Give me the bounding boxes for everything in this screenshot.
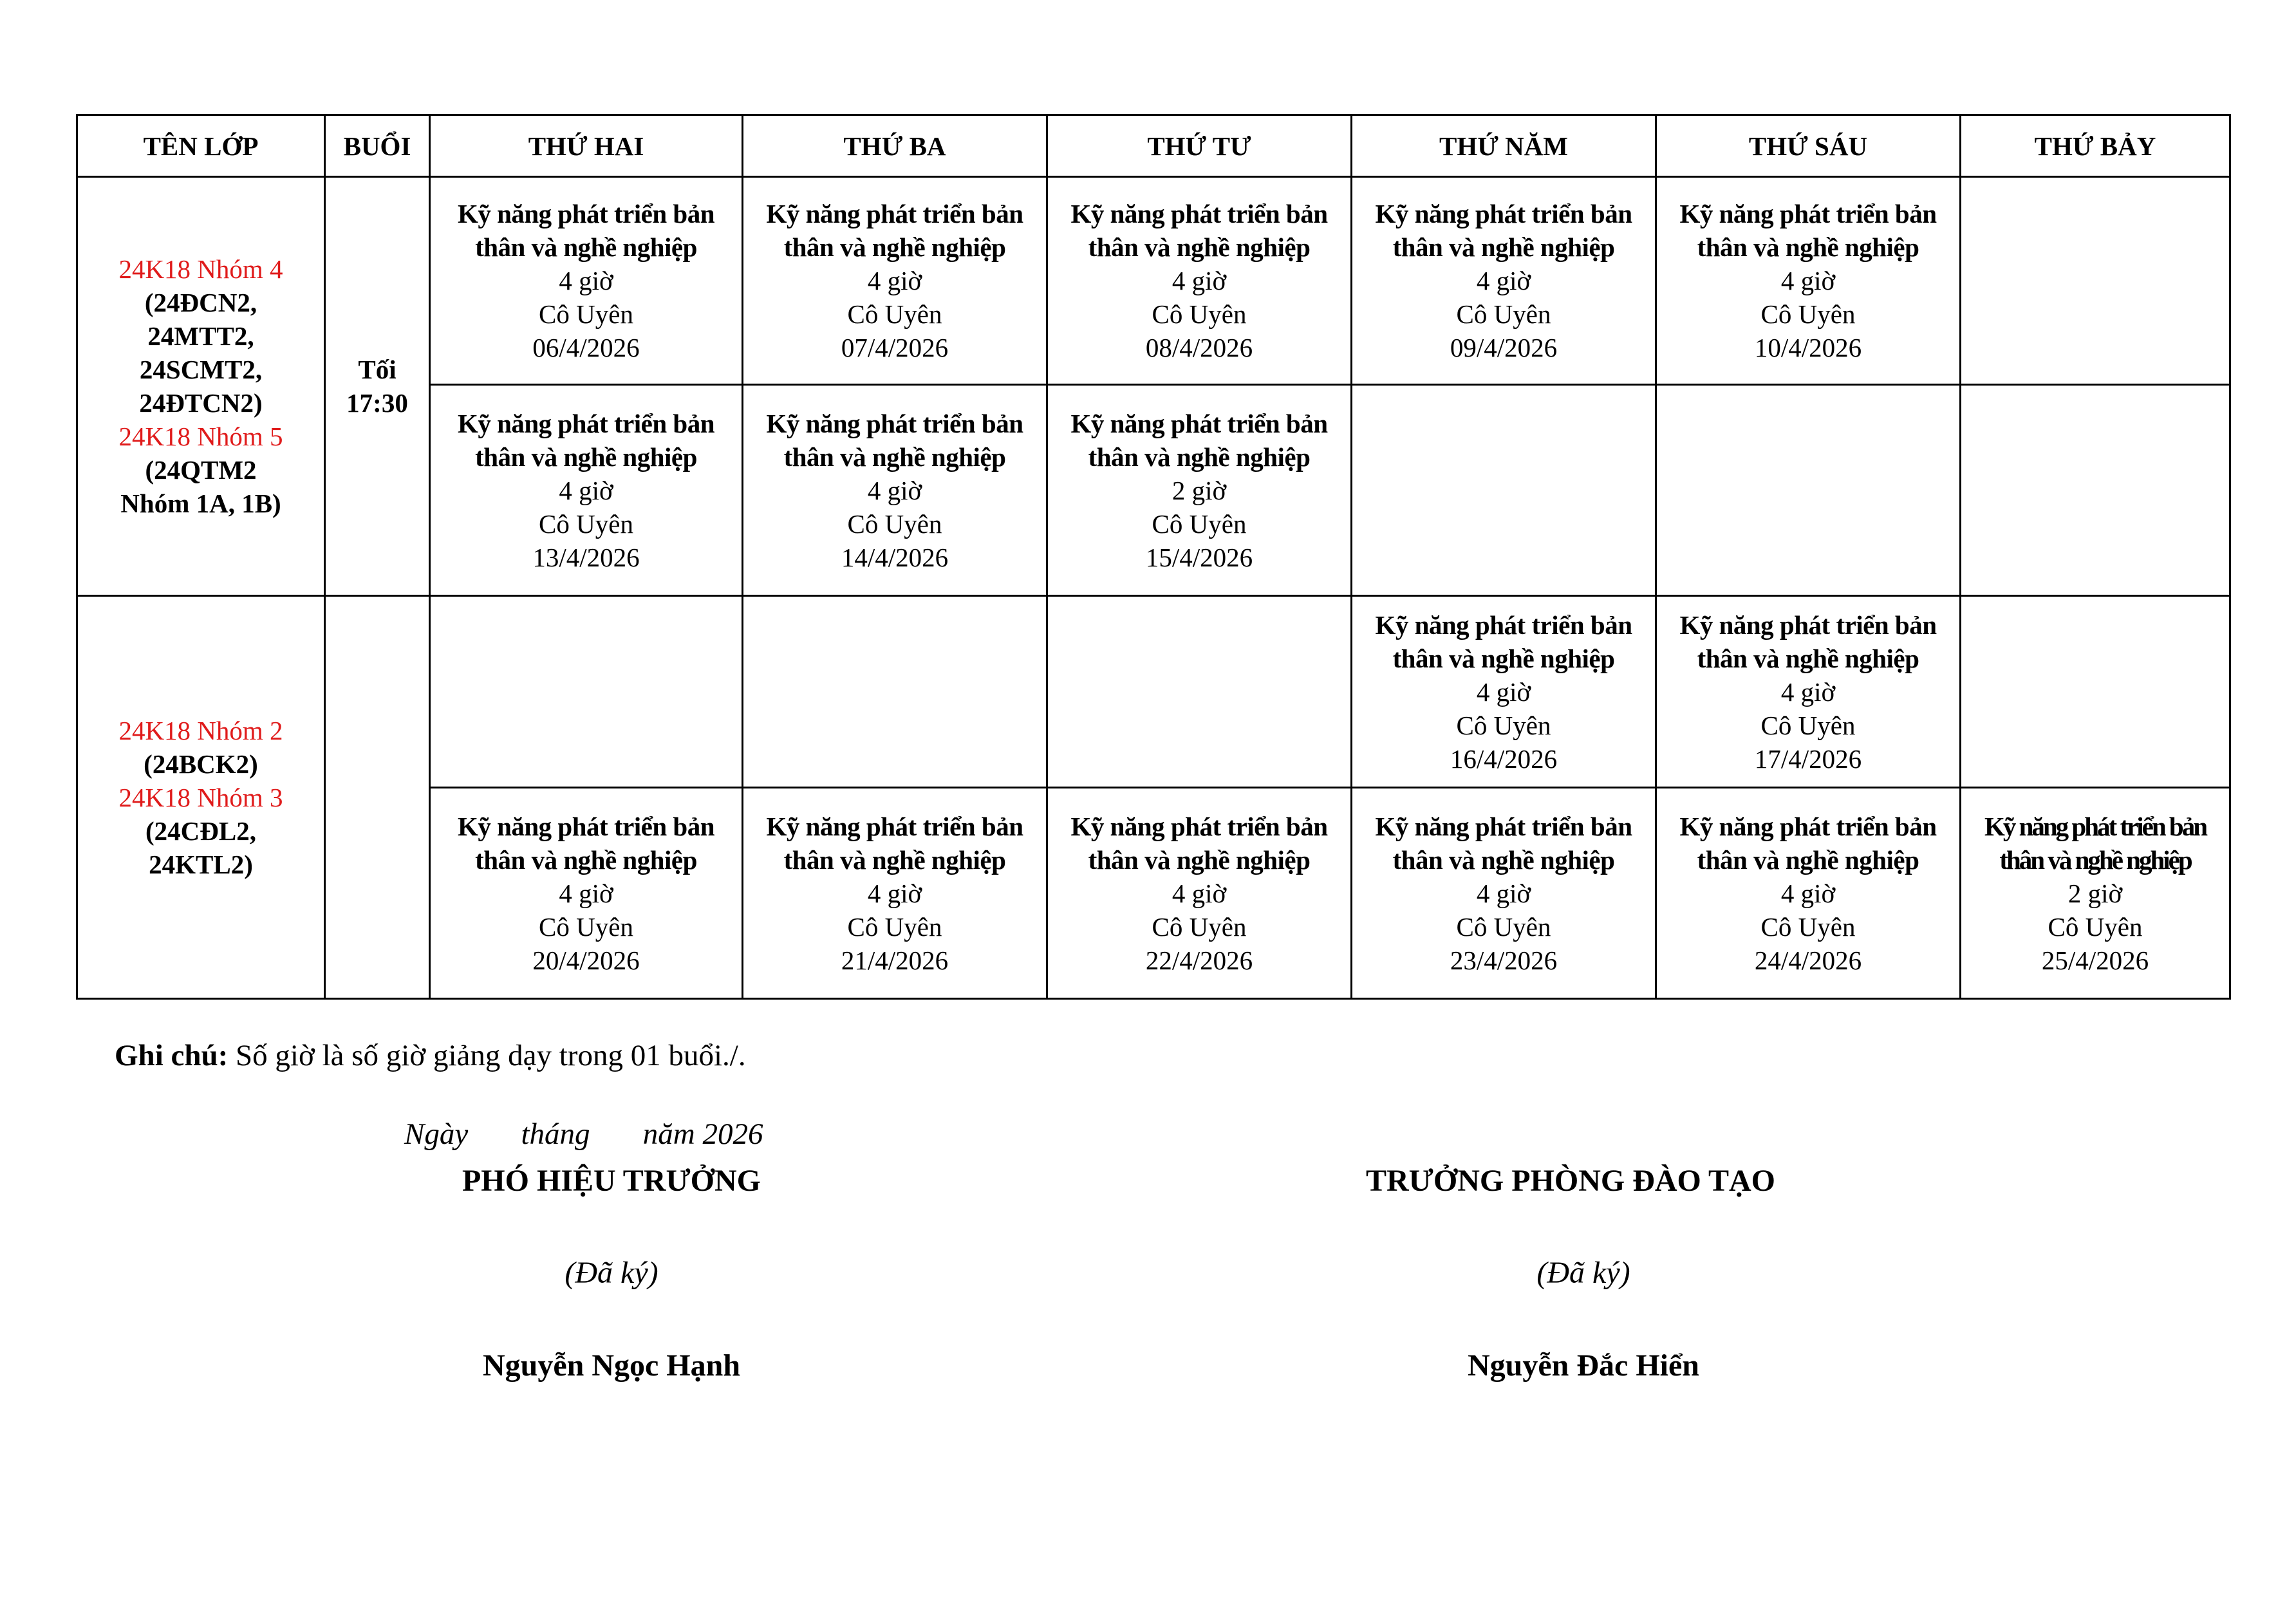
lesson-date: 20/4/2026 [532, 945, 640, 975]
lesson-cell [1352, 177, 1656, 385]
lesson-teacher: Cô Uyên [539, 508, 633, 539]
lesson-date: 25/4/2026 [2041, 945, 2149, 975]
schedule-table [76, 114, 2231, 1000]
left-signed-mark: (Đã ký) [565, 1256, 658, 1290]
lesson-hours: 4 giờ [1780, 878, 1836, 908]
lesson-teacher: Cô Uyên [847, 508, 942, 539]
empty-cell [1656, 385, 1961, 596]
header-thursday: THỨ NĂM [1352, 115, 1656, 177]
subject-line: Kỹ năng phát triển bản [1375, 811, 1632, 841]
subject-line: thân và nghề nghiệp [1392, 232, 1615, 262]
class-codes: (24CĐL2, [145, 816, 256, 846]
lesson-date: 08/4/2026 [1145, 333, 1253, 362]
lesson-hours: 2 giờ [2067, 878, 2123, 908]
lesson-date: 14/4/2026 [841, 542, 949, 572]
schedule-row [77, 177, 2230, 385]
lesson-date: 22/4/2026 [1145, 945, 1253, 975]
lesson-cell [743, 788, 1047, 999]
group-label: 24K18 Nhóm 5 [118, 422, 283, 451]
lesson-cell [1047, 788, 1352, 999]
lesson-date: 21/4/2026 [841, 945, 949, 975]
header-session: BUỔI [325, 115, 430, 177]
lesson-teacher: Cô Uyên [539, 299, 633, 329]
subject-line: thân và nghề nghiệp [783, 844, 1006, 875]
lesson-hours: 4 giờ [1476, 676, 1531, 707]
subject-line: Kỹ năng phát triển bản [766, 199, 1023, 228]
subject-line: Kỹ năng phát triển bản [1679, 199, 1937, 228]
session-cell-empty [325, 596, 430, 999]
lesson-date: 15/4/2026 [1145, 542, 1253, 572]
subject-line: thân và nghề nghiệp [783, 442, 1006, 472]
right-signatory-name: Nguyễn Đắc Hiển [1468, 1348, 1699, 1383]
session-label: Tối [358, 355, 397, 384]
lesson-cell [1961, 788, 2230, 999]
lesson-hours: 4 giờ [559, 266, 613, 295]
group-label: 24K18 Nhóm 3 [118, 782, 283, 812]
header-saturday: THỨ BẢY [1961, 115, 2230, 177]
lesson-hours: 4 giờ [559, 878, 613, 908]
subject-line: thân và nghề nghiệp [1088, 844, 1311, 875]
subject-line: thân và nghề nghiệp [1392, 844, 1615, 875]
subject-line: Kỹ năng phát triển bản [457, 199, 715, 228]
lesson-teacher: Cô Uyên [1152, 911, 1247, 942]
session-cell [325, 177, 430, 596]
lesson-cell [1656, 177, 1961, 385]
class-codes: (24BCK2) [144, 749, 258, 779]
lesson-teacher: Cô Uyên [1456, 911, 1551, 942]
subject-line: Kỹ năng phát triển bản [1984, 811, 2207, 841]
lesson-cell [1047, 385, 1352, 596]
footnote [115, 1038, 746, 1074]
empty-cell [743, 596, 1047, 788]
lesson-date: 17/4/2026 [1754, 743, 1862, 774]
lesson-teacher: Cô Uyên [1152, 299, 1247, 329]
subject-line: Kỹ năng phát triển bản [1070, 199, 1328, 228]
empty-cell [1961, 385, 2230, 596]
note-text: Số giờ là số giờ giảng dạy trong 01 buổi./. [228, 1039, 746, 1072]
header-class: TÊN LỚP [77, 115, 325, 177]
header-monday: THỨ HAI [430, 115, 743, 177]
lesson-hours: 4 giờ [1780, 676, 1836, 707]
header-wednesday: THỨ TƯ [1047, 115, 1352, 177]
subject-line: thân và nghề nghiệp [475, 442, 697, 472]
lesson-date: 10/4/2026 [1754, 333, 1862, 362]
subject-line: Kỹ năng phát triển bản [1679, 811, 1937, 841]
lesson-teacher: Cô Uyên [1152, 508, 1247, 539]
header-row [77, 115, 2230, 177]
subject-line: thân và nghề nghiệp [1697, 232, 1919, 262]
lesson-cell [1047, 177, 1352, 385]
subject-line: Kỹ năng phát triển bản [457, 408, 715, 438]
class-codes: 24KTL2) [149, 849, 253, 879]
lesson-hours: 4 giờ [1476, 266, 1531, 295]
lesson-teacher: Cô Uyên [1760, 710, 1856, 740]
lesson-hours: 4 giờ [867, 475, 922, 505]
lesson-date: 24/4/2026 [1754, 945, 1862, 975]
subject-line: thân và nghề nghiệp [1392, 643, 1615, 673]
lesson-hours: 4 giờ [867, 878, 922, 908]
schedule-row [77, 596, 2230, 788]
lesson-teacher: Cô Uyên [847, 299, 942, 329]
subject-line: Kỹ năng phát triển bản [1070, 811, 1328, 841]
lesson-teacher: Cô Uyên [1456, 710, 1551, 740]
lesson-date: 13/4/2026 [532, 542, 640, 572]
class-codes: Nhóm 1A, 1B) [120, 489, 281, 518]
class-codes: (24ĐCN2, [144, 288, 257, 317]
lesson-date: 23/4/2026 [1450, 945, 1558, 975]
empty-cell [1047, 596, 1352, 788]
subject-line: thân và nghề nghiệp [475, 844, 697, 875]
lesson-hours: 4 giờ [1171, 266, 1227, 295]
subject-line: thân và nghề nghiệp [1697, 844, 1919, 875]
lesson-hours: 4 giờ [1171, 878, 1227, 908]
class-group-b [77, 596, 325, 999]
lesson-cell [430, 788, 743, 999]
lesson-cell [430, 177, 743, 385]
subject-line: Kỹ năng phát triển bản [1070, 408, 1328, 438]
header-tuesday: THỨ BA [743, 115, 1047, 177]
subject-line: Kỹ năng phát triển bản [457, 811, 715, 841]
lesson-cell [743, 385, 1047, 596]
left-signatory-name: Nguyễn Ngọc Hạnh [482, 1348, 741, 1383]
lesson-cell [743, 177, 1047, 385]
empty-cell [1961, 177, 2230, 385]
class-codes: 24SCMT2, [139, 355, 263, 384]
subject-line: Kỹ năng phát triển bản [1679, 610, 1937, 640]
subject-line: thân và nghề nghiệp [1088, 232, 1311, 262]
lesson-teacher: Cô Uyên [2048, 911, 2143, 942]
lesson-cell [430, 385, 743, 596]
lesson-hours: 4 giờ [1476, 878, 1531, 908]
class-codes: 24ĐTCN2) [139, 388, 263, 418]
lesson-cell [1656, 596, 1961, 788]
lesson-teacher: Cô Uyên [539, 911, 633, 942]
subject-line: Kỹ năng phát triển bản [1375, 610, 1632, 640]
subject-line: thân và nghề nghiệp [475, 232, 697, 262]
lesson-date: 06/4/2026 [532, 333, 640, 362]
subject-line: thân và nghề nghiệp [783, 232, 1006, 262]
lesson-teacher: Cô Uyên [847, 911, 942, 942]
lesson-cell [1352, 596, 1656, 788]
subject-line: Kỹ năng phát triển bản [766, 811, 1023, 841]
lesson-hours: 4 giờ [559, 475, 613, 505]
lesson-cell [1656, 788, 1961, 999]
class-codes: 24MTT2, [147, 321, 254, 351]
head-of-training-title: TRƯỞNG PHÒNG ĐÀO TẠO [1365, 1164, 1776, 1198]
subject-line: Kỹ năng phát triển bản [766, 408, 1023, 438]
empty-cell [1352, 385, 1656, 596]
lesson-teacher: Cô Uyên [1760, 299, 1856, 329]
class-group-a [77, 177, 325, 596]
group-label: 24K18 Nhóm 2 [118, 715, 283, 745]
class-codes: (24QTM2 [145, 455, 257, 485]
lesson-hours: 2 giờ [1171, 475, 1227, 505]
vice-principal-title: PHÓ HIỆU TRƯỞNG [462, 1164, 761, 1198]
subject-line: thân và nghề nghiệp [1999, 844, 2191, 875]
empty-cell [430, 596, 743, 788]
right-signed-mark: (Đã ký) [1536, 1256, 1630, 1290]
lesson-teacher: Cô Uyên [1760, 911, 1856, 942]
lesson-date: 09/4/2026 [1450, 333, 1558, 362]
lesson-cell [1352, 788, 1656, 999]
empty-cell [1961, 596, 2230, 788]
group-label: 24K18 Nhóm 4 [118, 254, 283, 284]
lesson-teacher: Cô Uyên [1456, 299, 1551, 329]
subject-line: thân và nghề nghiệp [1697, 643, 1919, 673]
header-friday: THỨ SÁU [1656, 115, 1961, 177]
subject-line: Kỹ năng phát triển bản [1375, 199, 1632, 228]
subject-line: thân và nghề nghiệp [1088, 442, 1311, 472]
lesson-hours: 4 giờ [867, 266, 922, 295]
lesson-date: 07/4/2026 [841, 333, 949, 362]
date-line: Ngày tháng năm 2026 [404, 1117, 763, 1151]
note-label: Ghi chú: [115, 1039, 229, 1072]
session-time: 17:30 [346, 388, 408, 418]
lesson-hours: 4 giờ [1780, 266, 1836, 295]
lesson-date: 16/4/2026 [1450, 743, 1558, 774]
